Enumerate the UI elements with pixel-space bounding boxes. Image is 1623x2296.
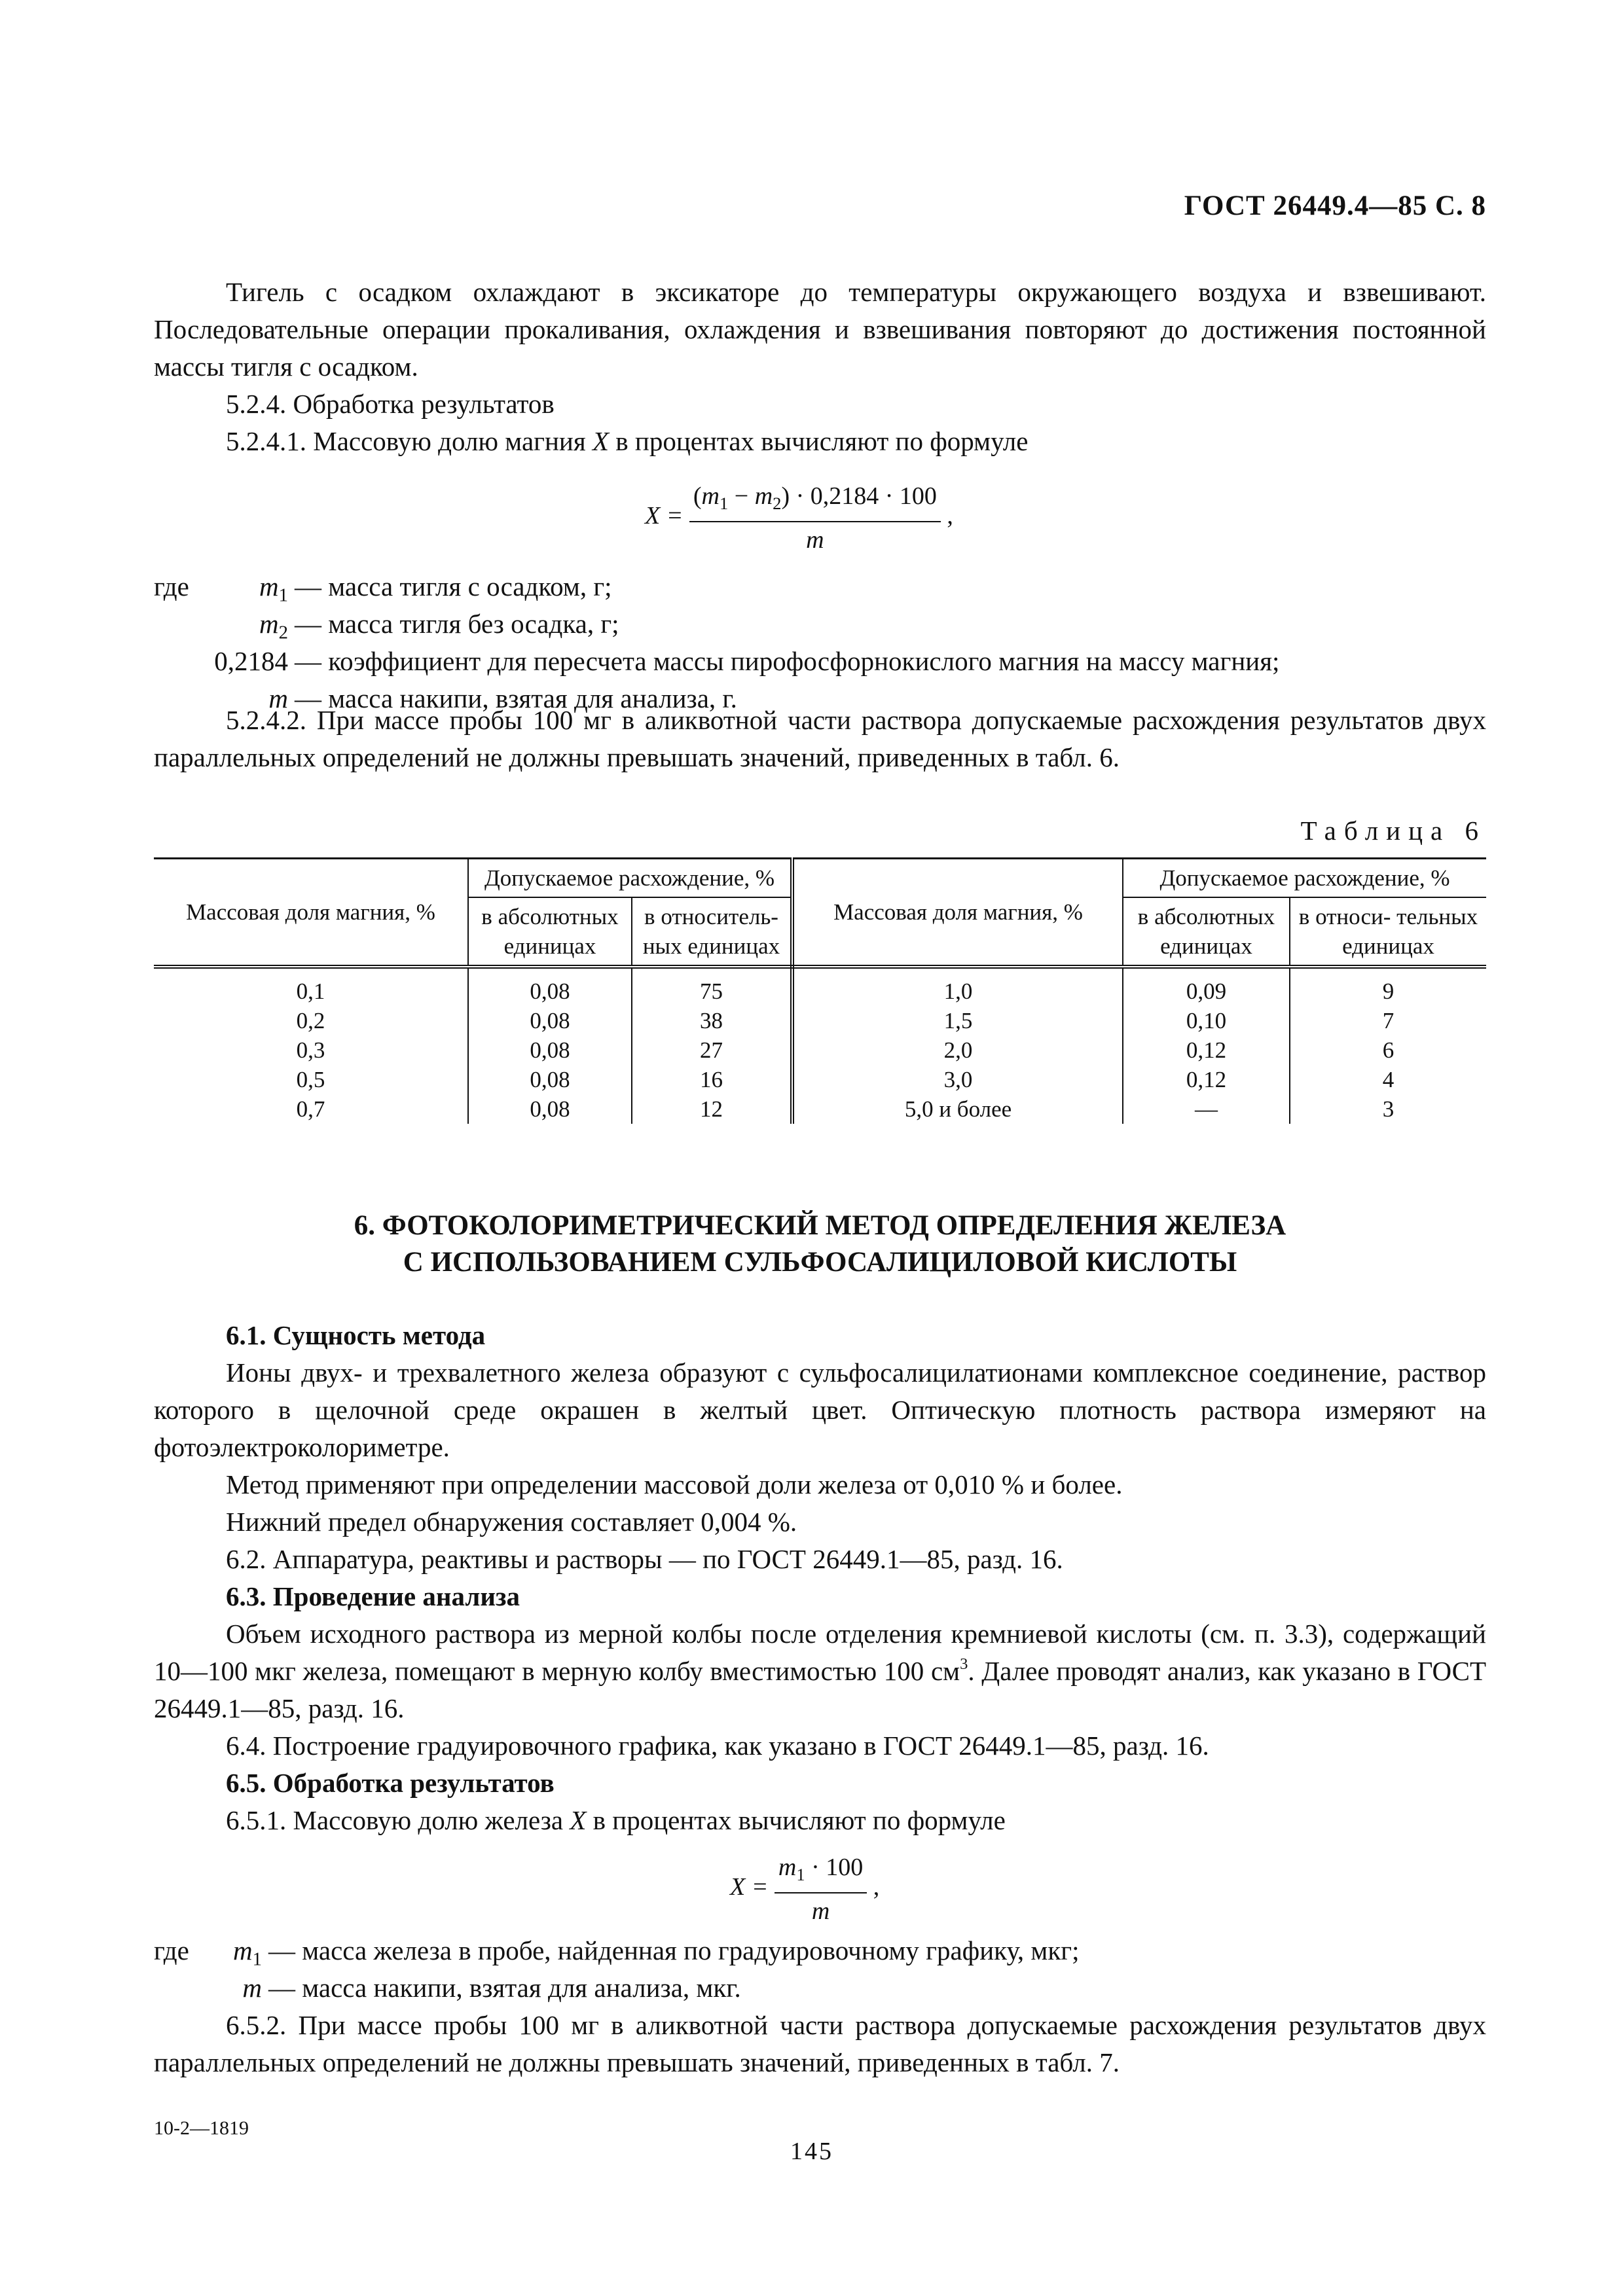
cell: 0,5	[296, 1067, 325, 1092]
cell: 6	[1290, 1035, 1486, 1065]
cell: 4	[1290, 1065, 1486, 1094]
paragraph-6-1: Ионы двух- и трехвалетного железа образуют с сульфосалицилатионами комплексное соединение, раствор которого в щелочной среде окрашен в желтый цвет. Оптическую плотность раствора измеряют на фотоэлектроколориметре.	[154, 1357, 1486, 1462]
section-6-title-line-2: С ИСПОЛЬЗОВАНИЕМ СУЛЬФОСАЛИЦИЛОВОЙ КИСЛОТЫ	[403, 1247, 1237, 1278]
formula2-lhs: X =	[730, 1873, 769, 1901]
heading-6-2: 6.2. Аппаратура, реактивы и растворы — по ГОСТ 26449.1—85, разд. 16.	[226, 1544, 1063, 1574]
paragraph-6-1-limit: Нижний предел обнаружения составляет 0,004 %.	[226, 1507, 797, 1537]
th-abs-right: в абсолютных единицах	[1123, 897, 1290, 967]
f1-m2: m	[754, 482, 773, 510]
th-rel-left: в относитель- ных единицах	[632, 897, 792, 967]
formula2-numerator	[775, 1852, 867, 1893]
paragraph-crucible: Тигель с осадком охлаждают в эксикаторе до температуры окружающего воздуха и взвешивают. Последовательные операции прокаливания, охлаждения и взвешивания повторяют до достижения постоянной массы тигля с осадком.	[154, 277, 1486, 382]
th-dev-left: Допускаемое расхождение, %	[468, 859, 792, 898]
table-row	[154, 1006, 1486, 1035]
f2-sub1: 1	[796, 1864, 805, 1884]
th-mass-left: Массовая доля магния, %	[154, 859, 468, 967]
s651-post: в процентах вычисляют по формуле	[586, 1805, 1006, 1835]
cell: 9	[1290, 967, 1486, 1006]
where1-sym-2: $m_2$	[259, 609, 288, 643]
s651-var: X	[570, 1805, 587, 1835]
f1-close: ) · 0,2184 · 100	[781, 482, 937, 510]
cell: 0,1	[296, 978, 325, 1004]
formula2-denominator: m	[811, 1897, 830, 1925]
cell: 27	[632, 1035, 792, 1065]
table-row	[154, 967, 1486, 1006]
heading-6-4: 6.4. Построение градуировочного графика, как указано в ГОСТ 26449.1—85, разд. 16.	[226, 1731, 1209, 1761]
where1-sym-4: m	[268, 683, 288, 713]
cell: 1,5	[792, 1006, 1123, 1035]
table-6	[154, 857, 1486, 1124]
where-list-2	[154, 1932, 1486, 2011]
formula-iron	[730, 1852, 879, 1926]
th-mass-right: Массовая доля магния, %	[792, 859, 1123, 967]
s5241-post: в процентах вычисляют по формуле	[609, 426, 1029, 456]
where-list-1	[154, 568, 1486, 719]
where1-text-4: — масса накипи, взятая для анализа, г.	[295, 683, 737, 713]
formula-magnesium	[645, 481, 953, 555]
where2-text-2: — масса накипи, взятая для анализа, мкг.	[268, 1973, 741, 2003]
paragraph-6-3	[154, 1615, 1486, 1727]
cell: 0,12	[1123, 1035, 1290, 1065]
cell: 0,08	[468, 967, 632, 1006]
heading-6-5: 6.5. Обработка результатов	[226, 1768, 555, 1798]
cell: 0,08	[468, 1094, 632, 1124]
where1-sym-3: 0,2184	[214, 646, 288, 676]
cell: 0,09	[1123, 967, 1290, 1006]
f2-m1: m	[778, 1854, 797, 1881]
s5241-pre: 5.2.4.1. Массовую долю магния	[226, 426, 593, 456]
f1-open: (	[693, 482, 702, 510]
s651-pre: 6.5.1. Массовую долю железа	[226, 1805, 570, 1835]
where1-text-3: — коэффициент для пересчета массы пирофосфорнокислого магния на массу магния;	[295, 646, 1280, 676]
f1-minus: −	[728, 482, 755, 510]
where2-sym-2: m	[242, 1973, 262, 2003]
cell: 5,0 и более	[792, 1094, 1123, 1124]
cell: 38	[632, 1006, 792, 1035]
cell: 0,08	[468, 1006, 632, 1035]
th-rel-right: в относи- тельных единицах	[1290, 897, 1486, 967]
page-header: ГОСТ 26449.4—85 С. 8	[1184, 190, 1486, 221]
cell: 0,7	[296, 1096, 325, 1122]
footer-code: 10-2—1819	[154, 2117, 249, 2139]
formula1-lhs: X =	[645, 502, 684, 530]
cell: 0,10	[1123, 1006, 1290, 1035]
table-row	[154, 1094, 1486, 1124]
where1-lead: где	[154, 571, 189, 601]
paragraph-5-2-4-2: 5.2.4.2. При массе пробы 100 мг в аликвотной части раствора допускаемые расхождения результатов двух параллельных определений не должны превышать значений, приведенных в табл. 6.	[154, 705, 1486, 772]
th-abs-left: в абсолютных единицах	[468, 897, 632, 967]
cell: 0,2	[296, 1008, 325, 1033]
where1-text-1: — масса тигля с осадком, г;	[295, 571, 612, 601]
th-dev-right: Допускаемое расхождение, %	[1123, 859, 1486, 898]
table-row	[154, 1035, 1486, 1065]
cell: 0,08	[468, 1035, 632, 1065]
heading-6-1: 6.1. Сущность метода	[226, 1320, 486, 1350]
cell: 2,0	[792, 1035, 1123, 1065]
section-6-title	[154, 1208, 1486, 1281]
table6-caption: Таблица 6	[1300, 816, 1486, 846]
page-number: 145	[790, 2138, 833, 2165]
cell: 7	[1290, 1006, 1486, 1035]
f2-num-tail: · 100	[805, 1854, 864, 1881]
cell: 3	[1290, 1094, 1486, 1124]
cell: 0,08	[468, 1065, 632, 1094]
where1-sym-1: $m_1$	[259, 571, 288, 606]
cell: 3,0	[792, 1065, 1123, 1094]
paragraph-6-1-range: Метод применяют при определении массовой доли железа от 0,010 % и более.	[226, 1469, 1123, 1499]
where2-text-1: — масса железа в пробе, найденная по градуировочному графику, мкг;	[268, 1935, 1080, 1965]
cell: 0,3	[296, 1037, 325, 1063]
p63-post: . Далее проводят анализ, как указано в ГОСТ 26449.1—85, разд. 16.	[154, 1656, 1486, 1723]
formula1-tail: ,	[947, 502, 953, 530]
f1-sub2: 2	[773, 493, 782, 513]
f1-m1: m	[701, 482, 720, 510]
cell: 16	[632, 1065, 792, 1094]
formula2-tail: ,	[873, 1873, 880, 1901]
formula1-fraction	[689, 481, 941, 555]
where2-sym-1: $m_1$	[233, 1935, 262, 1970]
heading-6-3: 6.3. Проведение анализа	[226, 1581, 520, 1611]
cell: 75	[632, 967, 792, 1006]
table-row	[154, 1065, 1486, 1094]
formula1-numerator	[689, 481, 941, 522]
cell: —	[1123, 1094, 1290, 1124]
cell: 0,12	[1123, 1065, 1290, 1094]
f1-sub1: 1	[719, 493, 729, 513]
cell: 12	[632, 1094, 792, 1124]
p63-sup: 3	[960, 1655, 968, 1673]
formula1-denominator: m	[806, 526, 824, 554]
where1-text-2: — масса тигля без осадка, г;	[295, 609, 619, 639]
where2-lead: где	[154, 1935, 189, 1965]
section-6-title-line-1: 6. ФОТОКОЛОРИМЕТРИЧЕСКИЙ МЕТОД ОПРЕДЕЛЕНИЯ ЖЕЛЕЗА	[354, 1210, 1286, 1241]
paragraph-6-5-2: 6.5.2. При массе пробы 100 мг в аликвотной части раствора допускаемые расхождения результатов двух параллельных определений не должны превышать значений, приведенных в табл. 7.	[154, 2010, 1486, 2077]
p63-pre: Объем исходного раствора из мерной колбы после отделения кремниевой кислоты (см. п. 3.3), содержащий 10—100 мкг железа, помещают в мерную колбу вместимостью 100 см	[154, 1619, 1486, 1686]
formula2-fraction	[775, 1852, 867, 1926]
heading-6-5-1	[226, 1802, 1006, 1839]
heading-5-2-4: 5.2.4. Обработка результатов	[226, 389, 555, 419]
s5241-var: X	[592, 426, 610, 456]
cell: 1,0	[792, 967, 1123, 1006]
heading-5-2-4-1	[226, 423, 1028, 460]
